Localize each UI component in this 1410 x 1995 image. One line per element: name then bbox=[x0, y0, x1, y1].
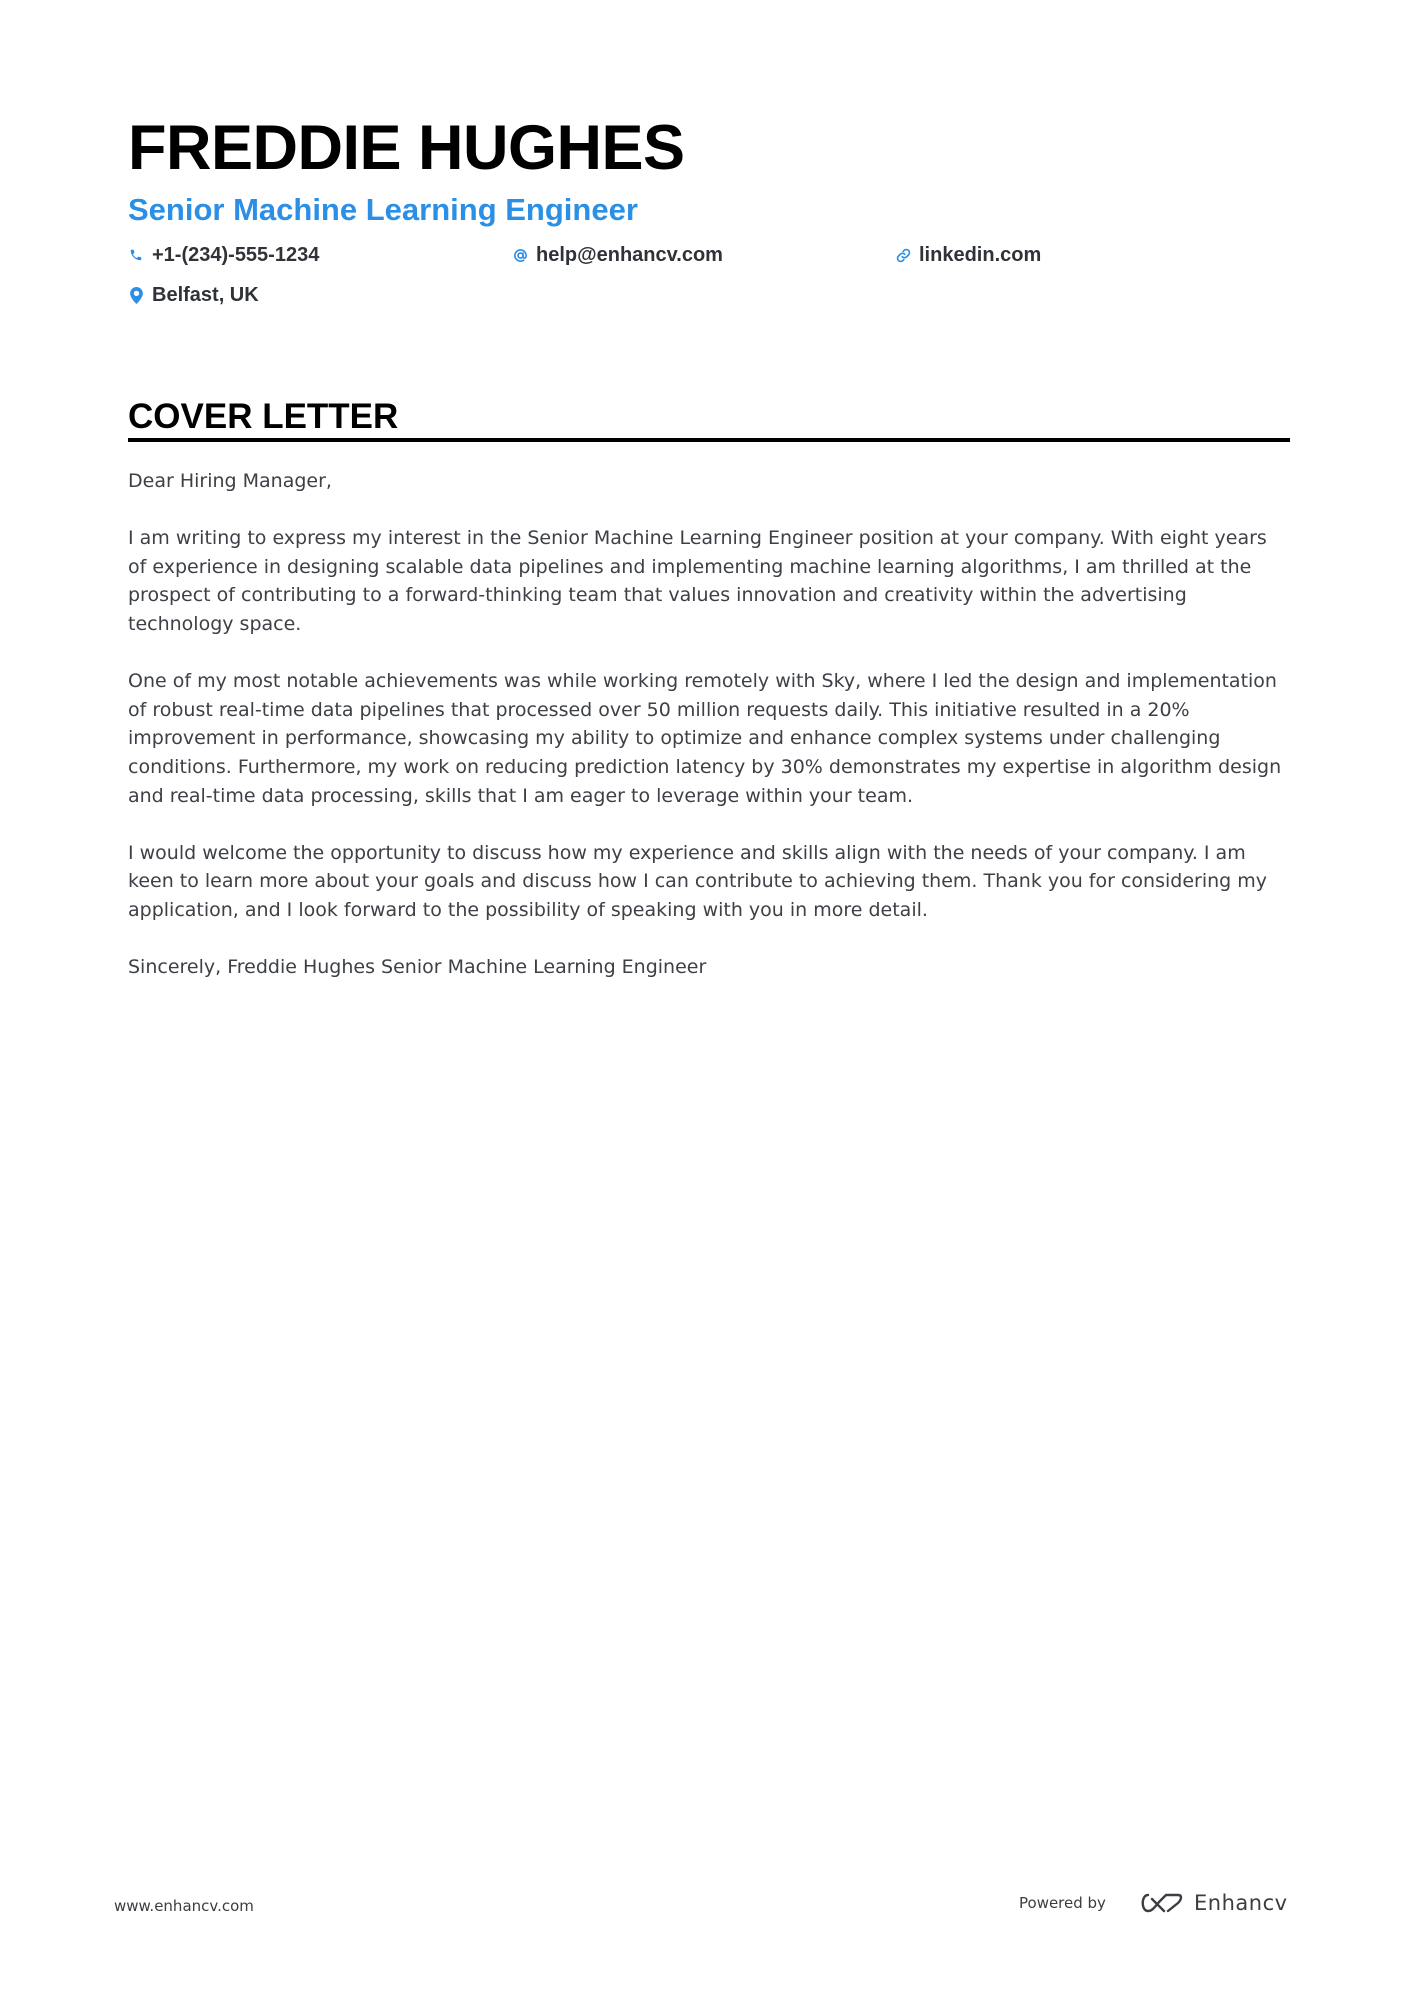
contact-location bbox=[128, 281, 259, 309]
footer-powered-by: Powered by bbox=[1019, 1894, 1106, 1912]
contact-phone-text: +1-(234)-555-1234 bbox=[152, 244, 320, 266]
footer-brand-logo[interactable] bbox=[1138, 1886, 1288, 1920]
section-title: COVER LETTER bbox=[128, 397, 399, 436]
letter-body bbox=[128, 467, 1290, 1010]
contact-location-text: Belfast, UK bbox=[152, 284, 259, 306]
map-pin-icon bbox=[128, 285, 144, 305]
at-sign-icon bbox=[512, 245, 528, 265]
contact-linkedin-text: linkedin.com bbox=[919, 244, 1042, 266]
contact-email[interactable] bbox=[512, 241, 723, 269]
footer-url-link[interactable]: www.enhancv.com bbox=[114, 1897, 254, 1915]
letter-closing: Sincerely, Freddie Hughes Senior Machine Learning Engineer bbox=[128, 956, 707, 979]
letter-paragraph: I am writing to express my interest in the Senior Machine Learning Engineer position at your company. With eight years of experience in designing scalable data pipelines and implementing machine learning algorithms, I am thrilled at the prospect of contributing to a forward-thinking team that values innovation and creativity within the advertising technology space. bbox=[128, 527, 1267, 635]
enhancv-logo-icon bbox=[1138, 1891, 1184, 1915]
footer-brand-name: Enhancv bbox=[1194, 1891, 1288, 1915]
candidate-name: FREDDIE HUGHES bbox=[128, 113, 685, 183]
phone-icon bbox=[128, 245, 144, 265]
section-divider bbox=[128, 438, 1290, 442]
contact-email-text: help@enhancv.com bbox=[536, 244, 723, 266]
letter-paragraph: I would welcome the opportunity to discuss how my experience and skills align with the needs of your company. I am keen to learn more about your goals and discuss how I can contribute to achieving them. Thank you for considering my application, and I look forward to the possibility of speaking with you in more detail. bbox=[128, 841, 1267, 921]
candidate-headline: Senior Machine Learning Engineer bbox=[128, 192, 638, 227]
link-icon bbox=[895, 245, 911, 265]
letter-greeting: Dear Hiring Manager, bbox=[128, 470, 332, 492]
contact-linkedin[interactable] bbox=[895, 241, 1041, 269]
letter-paragraph: One of my most notable achievements was while working remotely with Sky, where I led the design and implementation of robust real-time data pipelines that processed over 50 million requests daily. This initiative resulted in a 20% improvement in performance, showcasing my ability to optimize and enhance complex systems under challenging conditions. Furthermore, my work on reducing prediction latency by 30% demonstrates my expertise in algorithm design and real-time data processing, skills that I am eager to leverage within your team. bbox=[128, 670, 1282, 807]
contact-phone[interactable] bbox=[128, 241, 319, 269]
